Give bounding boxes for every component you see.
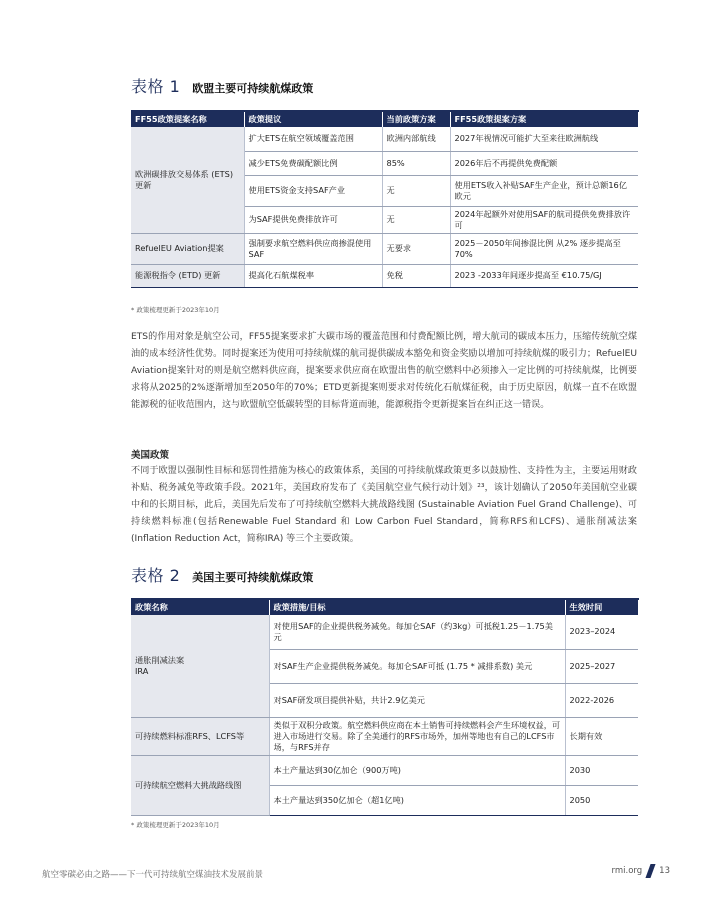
table-row — [131, 615, 638, 649]
footer-page-info — [612, 864, 670, 878]
table-cell: 无 — [382, 206, 450, 233]
table-cell: 2023 -2033年间逐步提高至 €10.75/GJ — [450, 264, 638, 287]
table-cell: 本土产量达到30亿加仑（900万吨) — [269, 755, 565, 785]
table-cell: 强制要求航空燃料供应商掺混使用SAF — [244, 233, 382, 264]
table-cell: 长期有效 — [565, 717, 638, 755]
footer-title: 航空零碳必由之路——下一代可持续航空煤油技术发展前景 — [42, 870, 264, 880]
table-cell: 减少ETS免费碳配额比例 — [244, 151, 382, 175]
table-cell: 类似于双积分政策。航空燃料供应商在本土销售可持续燃料会产生环境权益，可进入市场进行交易。除了全美通行的RFS市场外，加州等地也有自己的LCFS市场，与RFS并存 — [269, 717, 565, 755]
table2 — [131, 598, 639, 816]
slash-divider-icon — [646, 864, 656, 878]
table-cell: 使用ETS收入补贴SAF生产企业，预计总额16亿欧元 — [450, 175, 638, 206]
table-row — [131, 717, 638, 755]
table-row — [131, 127, 638, 151]
table2-heading — [131, 563, 313, 586]
table-cell: 2024年起额外对使用SAF的航司提供免费排放许可 — [450, 206, 638, 233]
table1-heading — [131, 74, 313, 97]
table-cell: 对使用SAF的企业提供税务减免。每加仑SAF（约3kg）可抵税1.25－1.75美元 — [269, 615, 565, 649]
table-cell: 提高化石航煤税率 — [244, 264, 382, 287]
table-cell: 85% — [382, 151, 450, 175]
table-row — [131, 264, 638, 287]
footer-site-link[interactable]: rmi.org — [611, 866, 643, 876]
table-cell: 对SAF生产企业提供税务减免。每加仑SAF可抵 (1.75 * 减排系数) 美元 — [269, 649, 565, 683]
table-cell: 使用ETS资金支持SAF产业 — [244, 175, 382, 206]
policy-group-name: 欧洲碳排放交易体系 (ETS) 更新 — [131, 127, 244, 233]
table-cell: 2025–2027 — [565, 649, 638, 683]
column-header: FF55政策提案名称 — [131, 111, 244, 127]
table-row — [131, 233, 638, 264]
table-cell: 为SAF提供免费排放许可 — [244, 206, 382, 233]
table-cell: 2022-2026 — [565, 683, 638, 717]
table1-note: * 政策梳理更新于2023年10月 — [131, 306, 220, 314]
column-header: 政策名称 — [131, 599, 269, 615]
policy-group-name: 能源税指令 (ETD) 更新 — [131, 264, 244, 287]
table-cell: 免税 — [382, 264, 450, 287]
table-cell: 2050 — [565, 785, 638, 815]
table-cell: 本土产量达到350亿加仑（超1亿吨) — [269, 785, 565, 815]
table-cell: 无要求 — [382, 233, 450, 264]
table-cell: 2023–2024 — [565, 615, 638, 649]
policy-group-name: 可持续燃料标准RFS、LCFS等 — [131, 717, 269, 755]
column-header: 政策措施/目标 — [269, 599, 565, 615]
column-header: 政策提议 — [244, 111, 382, 127]
policy-group-name: 可持续航空燃料大挑战路线图 — [131, 755, 269, 815]
table1 — [131, 110, 639, 288]
policy-group-name: 通胀削减法案 IRA — [131, 615, 269, 717]
table-cell: 2026年后不再提供免费配额 — [450, 151, 638, 175]
table-row — [131, 755, 638, 785]
table2-title: 美国主要可持续航煤政策 — [192, 571, 314, 584]
eu-policy-paragraph: ETS的作用对象是航空公司，FF55提案要求扩大碳市场的覆盖范围和付费配额比例，增大航司的碳成本压力，压缩传统航空煤油的成本经济性优势。同时提案还为使用可持续航煤的航司提供碳成本豁免和资金奖励以增加可持续航煤的吸引力；RefuelEU Aviation提案针对的则是航空燃料供应商，提案要求供应商在欧盟出售的航空燃料中必须掺入一定比例的可持续航煤，比例要求将从2025的2%逐渐增加至2050年的70%；ETD更新提案则要求对传统化石航煤征税，由于历史原因，航煤一直不在欧盟能源税的征收范围内，这与欧盟航空低碳转型的目标背道而驰，能源税指令更新提案旨在纠正这一错误。 — [131, 332, 637, 410]
table-cell: 对SAF研发项目提供补贴，共计2.9亿美元 — [269, 683, 565, 717]
column-header: 生效时间 — [565, 599, 638, 615]
us-policy-heading: 美国政策 — [131, 450, 170, 461]
policy-group-name: RefuelEU Aviation提案 — [131, 233, 244, 264]
table-cell: 2030 — [565, 755, 638, 785]
table-cell: 2025－2050年间掺混比例 从2% 逐步提高至 70% — [450, 233, 638, 264]
table2-note: * 政策梳理更新于2023年10月 — [131, 821, 220, 829]
table2-number: 表格 2 — [131, 566, 181, 585]
table-cell: 扩大ETS在航空领域覆盖范围 — [244, 127, 382, 151]
table1-title: 欧盟主要可持续航煤政策 — [192, 82, 314, 95]
us-policy-paragraph: 不同于欧盟以强制性目标和惩罚性措施为核心的政策体系，美国的可持续航煤政策更多以鼓励性、支持性为主，主要运用财政补贴、税务减免等政策手段。2021年，美国政府发布了《美国航空业气候行动计划》²³，该计划确认了2050年美国航空业碳中和的长期目标，此后，美国先后发布了可持续航空燃料大挑战路线图 (Sustainable Aviation Fuel Grand Challenge)、可持续燃料标准(包括Renewable Fuel Standard 和 Low Carbon Fuel Standard，简称RFS和LCFS)、通胀削减法案 (Inflation Reduction Act，简称IRA) 等三个主要政策。 — [131, 466, 637, 544]
table-cell: 2027年视情况可能扩大至来往欧洲航线 — [450, 127, 638, 151]
column-header: FF55政策提案方案 — [450, 111, 638, 127]
table-cell: 无 — [382, 175, 450, 206]
table1-number: 表格 1 — [131, 77, 181, 96]
column-header: 当前政策方案 — [382, 111, 450, 127]
page-number: 13 — [659, 866, 670, 876]
table-cell: 欧洲内部航线 — [382, 127, 450, 151]
